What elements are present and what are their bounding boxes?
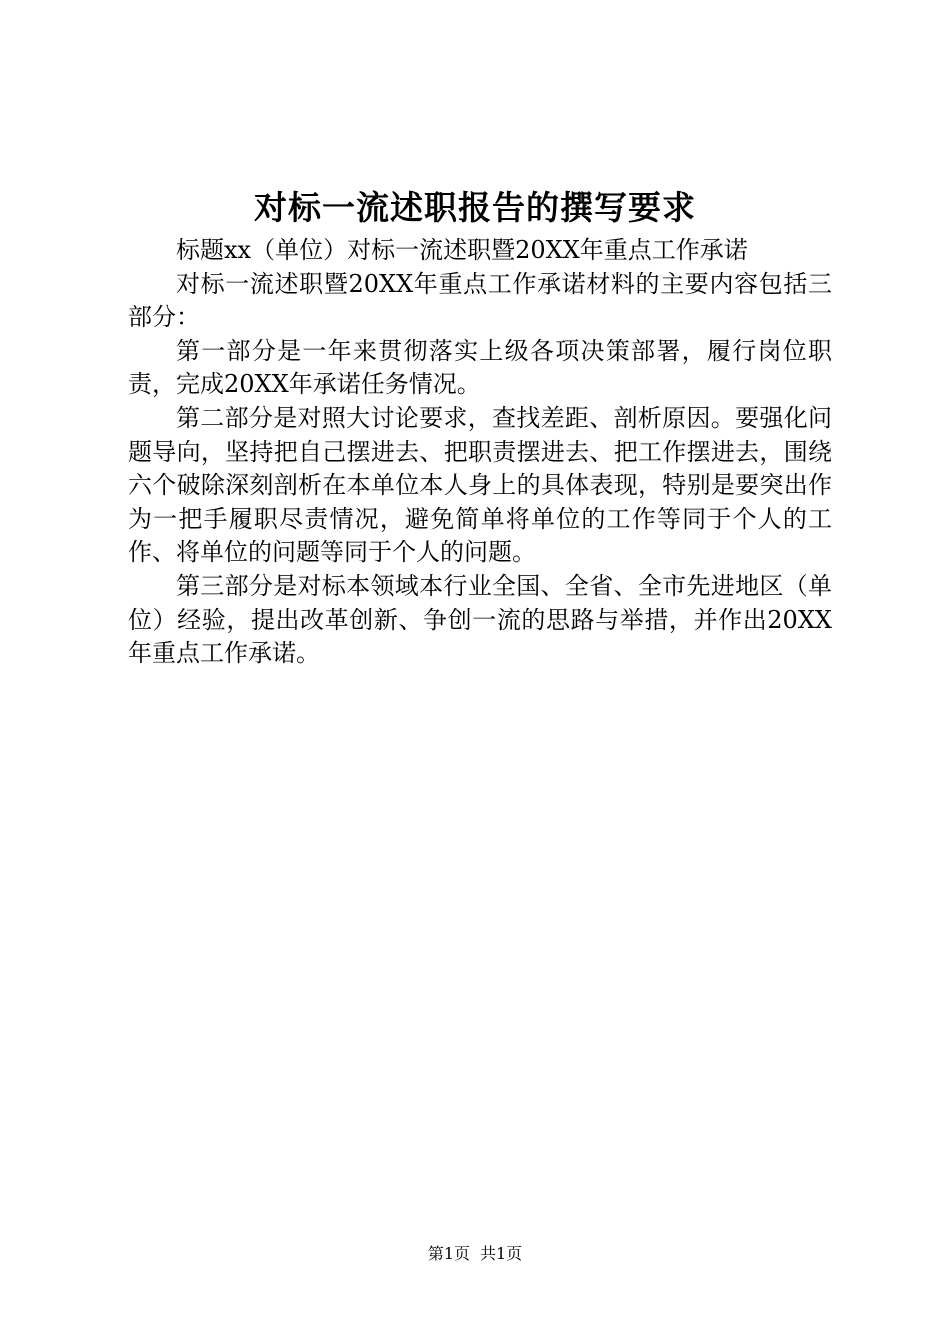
page-number-current: 第1页: [427, 1244, 470, 1263]
paragraph-intro: 对标一流述职暨20XX年重点工作承诺材料的主要内容包括三部分：: [128, 269, 832, 332]
document-title: 对标一流述职报告的撰写要求: [254, 188, 696, 227]
paragraph-part-three: 第三部分是对标本领域本行业全国、全省、全市先进地区（单位）经验，提出改革创新、争创一流的思路与举措，并作出20XX年重点工作承诺。: [128, 571, 832, 668]
paragraph-heading-line: 标题xx（单位）对标一流述职暨20XX年重点工作承诺: [176, 236, 748, 264]
paragraph-part-two: 第二部分是对照大讨论要求，查找差距、剖析原因。要强化问题导向，坚持把自己摆进去、把职责摆进去、把工作摆进去，围绕六个破除深刻剖析在本单位本人身上的具体表现，特别是要突出作为一把手履职尽责情况，避免简单将单位的工作等同于个人的工作、将单位的问题等同于个人的问题。: [128, 403, 832, 567]
page-number-total: 共1页: [480, 1244, 523, 1263]
document-body: [128, 234, 832, 671]
paragraph-part-one: 第一部分是一年来贯彻落实上级各项决策部署，履行岗位职责，完成20XX年承诺任务情况。: [128, 336, 832, 399]
page-footer: [0, 1242, 950, 1266]
